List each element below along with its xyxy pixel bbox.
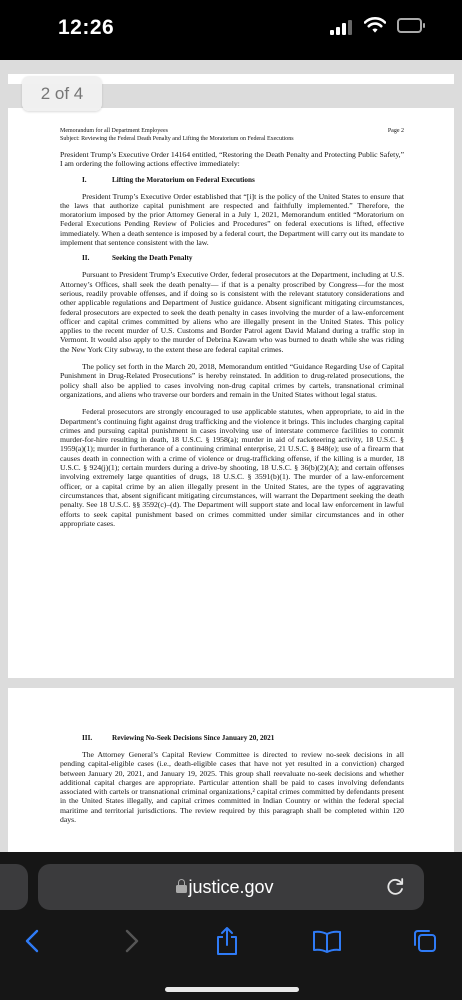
status-time: 12:26 <box>58 16 115 39</box>
pdf-viewer[interactable] <box>0 60 462 852</box>
page-indicator: 2 of 4 <box>22 76 102 111</box>
reload-icon[interactable] <box>384 876 406 898</box>
section-title: Reviewing No-Seek Decisions Since January 20, 2021 <box>112 734 275 742</box>
section-number: I. <box>82 175 87 184</box>
section-heading-2 <box>82 254 404 263</box>
document-page-3 <box>8 688 454 852</box>
cellular-signal-icon <box>330 19 356 35</box>
intro-paragraph: President Trump’s Executive Order 14164 entitled, “Restoring the Death Penalty and Protecting Public Safety,” I am ordering the following actions effective immediately: <box>60 150 404 169</box>
memo-header-subject: Subject: Reviewing the Federal Death Penalty and Lifting the Moratorium on Federal Executions <box>60 135 294 142</box>
paragraph-applicable-statutes: Federal prosecutors are strongly encouraged to use applicable statutes, when appropriate, to aid in the Department’s continuing fight against drug trafficking and the violence it brings. This includes charging capital crimes and pursuing capital punishment in cases involving use of interstate commerce facilities to commit murder-for-hire resulting in death, 18 U.S.C. § 1958(a); murder in aid of racketeering activity, 18 U.S.C. § 1959(a)(1); murder in furtherance of a continuing criminal enterprise, 21 U.S.C. § 848(e); use of a firearm that causes death in connection with a crime of violence or drug-trafficking offense, if the killing is a murder, 18 U.S.C. § 924(j)(1); certain murders during a drive-by shooting, 18 U.S.C. § 36(b)(2)(A); and certain offenses involving extremely large quantities of drugs, 18 U.S.C. § 3591(b)(1). The murder of a law-enforcement officer, or a capital crime by an alien illegally present in the United States, are the types of aggravating circumstances that, absent significant mitigating circumstances, will warrant the Department seeking the death penalty. See 18 U.S.C. §§ 3592(c)–(d). The Department will support state and local law enforcement in lawful efforts to seek capital punishment based on crimes committed under similar circumstances and in other appropriate cases. <box>60 407 404 528</box>
safari-bottom-bar <box>0 852 462 1000</box>
document-page-2 <box>8 108 454 678</box>
previous-tab-url-bar[interactable] <box>0 864 28 910</box>
wifi-icon <box>364 16 386 34</box>
paragraph-no-seek-review: The Attorney General’s Capital Review Committee is directed to review no-seek decisions in all pending capital-eligible cases (i.e., death-eligible cases that have not yet resulted in a conviction) charged between January 20, 2021, and January 19, 2025. This group shall reevaluate no-seek decisions and whether additional capital charges are appropriate. Particular attention shall be paid to cases involving defendants associated with cartels or transnational criminal organizations,² capital crimes committed by defendants present in the United States illegally, and capital crimes committed in Indian Country or within the federal special maritime and territorial jurisdictions. The review required by this paragraph shall be completed within 120 days. <box>60 750 404 825</box>
paragraph-seeking-death-penalty: Pursuant to President Trump’s Executive Order, federal prosecutors at the Department, including at U.S. Attorney’s Offices, shall seek the death penalty— if that is a penalty proscribed by Congress—for the most serious, readily provable offenses, and if doing so is consistent with the relevant statutory considerations and other applicable regulations and Department of Justice guidance. Absent significant mitigating circumstances, federal prosecutors are expected to seek the death penalty in cases involving the murder of a law-enforcement officer and capital crimes committed by aliens who are illegally present in the United States. This policy applies to the recent murder of U.S. Customs and Border Patrol agent David Maland during a traffic stop in Vermont. It would also apply to the murder of Debrina Kawam who was burned to death while she was riding the New York City subway, to the extent these are federal capital crimes. <box>60 270 404 354</box>
paragraph-moratorium: President Trump’s Executive Order established that “[i]t is the policy of the United States to ensure that the laws that authorize capital punishment are respected and faithfully implemented.” Therefore, the moratorium imposed by the prior Attorney General in a July 1, 2021, Memorandum entitled “Moratorium on Federal Executions Pending Review of Policies and Procedures” on federal executions is lifted, effective immediately. When a death sentence is imposed by a federal court, the Department will carry out its mandate to implement that sentence consistent with the law. <box>60 191 404 248</box>
section-heading-1 <box>82 176 404 185</box>
browser-toolbar <box>0 922 462 960</box>
status-bar <box>0 0 462 60</box>
page-number-label: Page 2 <box>387 128 404 134</box>
url-text: justice.gov <box>188 877 274 897</box>
memo-header <box>60 128 404 143</box>
section-number: III. <box>82 734 93 742</box>
paragraph-drug-related-policy: The policy set forth in the March 20, 2018, Memorandum entitled “Guidance Regarding Use of Capital Punishment in Drug-Related Prosecutions” is hereby reinstated. In addition to drug-related prosecutions, the policy shall also be applied to cases involving non-drug capital crimes by cartels, transnational criminal organizations, and aliens who traverse our borders and remain in the United States without legal status. <box>60 362 404 399</box>
battery-icon <box>397 18 422 33</box>
tabs-button[interactable] <box>405 922 445 960</box>
section-title: Lifting the Moratorium on Federal Executions <box>112 175 255 184</box>
share-icon <box>215 926 239 956</box>
section-heading-3 <box>82 734 404 743</box>
back-button[interactable] <box>12 922 52 960</box>
back-icon <box>24 929 40 953</box>
section-title: Seeking the Death Penalty <box>112 254 193 263</box>
bookmarks-button[interactable] <box>307 922 347 960</box>
forward-icon <box>124 929 140 953</box>
share-button[interactable] <box>207 922 247 960</box>
forward-button[interactable] <box>112 922 152 960</box>
bookmarks-icon <box>312 929 342 953</box>
home-indicator[interactable] <box>165 987 299 992</box>
section-number: II. <box>82 254 90 263</box>
address-bar[interactable] <box>38 864 424 910</box>
tabs-icon <box>412 928 438 954</box>
memo-header-recipients: Memorandum for all Department Employees <box>60 128 168 134</box>
